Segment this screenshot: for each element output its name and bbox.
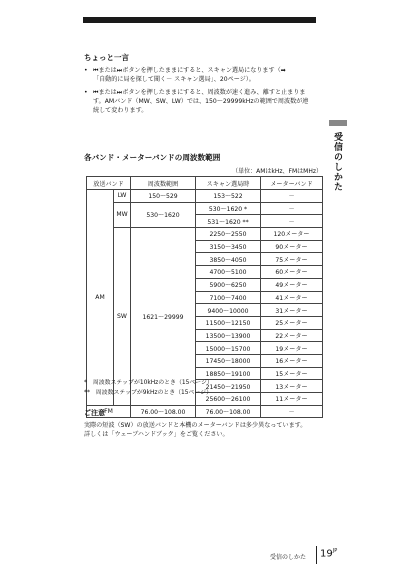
mw-range: 530～1620 xyxy=(131,202,196,227)
mw-scan: 531～1620 ** xyxy=(196,215,261,228)
lw-range: 150～529 xyxy=(131,190,196,203)
page-number-suffix: JP xyxy=(332,548,338,554)
sw-meter: 11メーター xyxy=(261,393,323,406)
sw-scan: 21450～21950 xyxy=(196,380,261,393)
tip-bullet-2 xyxy=(84,88,324,115)
caution-text: 実際の短波（SW）の放送バンドと本機のメーターバンドは多少異なっています。 詳しくは「ウェーブハンドブック」をご覧ください。 xyxy=(84,422,307,438)
lw-scan: 153～522 xyxy=(196,190,261,203)
lw-label: LW xyxy=(114,190,131,203)
sw-scan: 3150～3450 xyxy=(196,240,261,253)
footer-section-label: 受信のしかた xyxy=(270,554,307,561)
mw-meter: － xyxy=(261,215,323,228)
side-tab-label: 受信のしかた xyxy=(332,132,342,192)
fm-meter: － xyxy=(261,405,323,418)
header-band: 放送バンド xyxy=(87,177,131,190)
fm-scan: 76.00～108.00 xyxy=(196,405,261,418)
sw-meter: 41メーター xyxy=(261,291,323,304)
table-notes xyxy=(84,378,213,398)
bullet-dot: • xyxy=(84,89,88,96)
mw-scan: 530～1620 * xyxy=(196,202,261,215)
sw-scan: 3850～4050 xyxy=(196,253,261,266)
sw-scan: 18850～19100 xyxy=(196,367,261,380)
header-meter: メーターバンド xyxy=(261,177,323,190)
sw-meter: 13メーター xyxy=(261,380,323,393)
sw-meter: 60メーター xyxy=(261,266,323,279)
header-range: 周波数範囲 xyxy=(131,177,196,190)
fm-range: 76.00～108.00 xyxy=(131,405,196,418)
page-number-value: 19 xyxy=(320,548,333,560)
sw-scan: 2250～2550 xyxy=(196,228,261,241)
fm-label: FM xyxy=(87,405,131,418)
section-title: 各バンド・メーターバンドの周波数範囲 xyxy=(84,153,221,162)
sw-scan: 17450～18000 xyxy=(196,354,261,367)
table-row xyxy=(87,190,323,203)
sw-meter: 75メーター xyxy=(261,253,323,266)
sw-meter: 31メーター xyxy=(261,304,323,317)
side-tab-bar xyxy=(329,120,347,126)
note-item: * 周波数ステップが10kHzのとき（15ページ） xyxy=(84,380,213,386)
tip-bullet-text: ⏮または⏭ボタンを押したままにすると、スキャン選局になります（➡ 「自動的に局を探して聞く－ スキャン選局」、20ページ）。 xyxy=(93,67,286,83)
caution-title: ご注意 xyxy=(84,409,105,417)
sw-scan: 9400～10000 xyxy=(196,304,261,317)
table-header-row xyxy=(87,177,323,190)
sw-scan: 13500～13900 xyxy=(196,329,261,342)
am-label: AM xyxy=(87,190,114,406)
sw-scan: 7100～7400 xyxy=(196,291,261,304)
note-item: ** 周波数ステップが9kHzのとき（15ページ） xyxy=(84,390,212,396)
tip-bullet-text: ⏮または⏭ボタンを押したままにすると、周波数が速く進み、離すと止まりま す。AMバンド（MW、SW、LW）では、150～29999kHzの範囲で周波数が連 続して変わります。 xyxy=(93,89,309,114)
sw-range: 1621～29999 xyxy=(131,228,196,406)
sw-meter: 19メーター xyxy=(261,342,323,355)
sw-scan: 15000～15700 xyxy=(196,342,261,355)
header-scan: スキャン選局時 xyxy=(196,177,261,190)
sw-scan: 11500～12150 xyxy=(196,316,261,329)
sw-scan: 25600～26100 xyxy=(196,393,261,406)
bullet-dot: • xyxy=(84,67,88,74)
sw-meter: 16メーター xyxy=(261,354,323,367)
sw-meter: 90メーター xyxy=(261,240,323,253)
table-row xyxy=(87,228,323,241)
units-note: （単位：AMはkHz、FMはMHz） xyxy=(232,168,322,175)
mw-label: MW xyxy=(114,202,131,227)
mw-meter: － xyxy=(261,202,323,215)
sw-meter: 120メーター xyxy=(261,228,323,241)
footer-divider xyxy=(316,546,317,564)
sw-meter: 49メーター xyxy=(261,278,323,291)
sw-meter: 25メーター xyxy=(261,316,323,329)
sw-meter: 22メーター xyxy=(261,329,323,342)
sw-scan: 5900～6250 xyxy=(196,278,261,291)
page-number xyxy=(320,548,337,559)
tip-title: ちょっと一言 xyxy=(84,53,129,62)
sw-label: SW xyxy=(114,228,131,406)
sw-scan: 4700～5100 xyxy=(196,266,261,279)
lw-meter: － xyxy=(261,190,323,203)
top-rule xyxy=(83,17,316,23)
table-row xyxy=(87,202,323,215)
tip-bullet-1 xyxy=(84,66,324,84)
sw-meter: 15メーター xyxy=(261,367,323,380)
table-row xyxy=(87,405,323,418)
